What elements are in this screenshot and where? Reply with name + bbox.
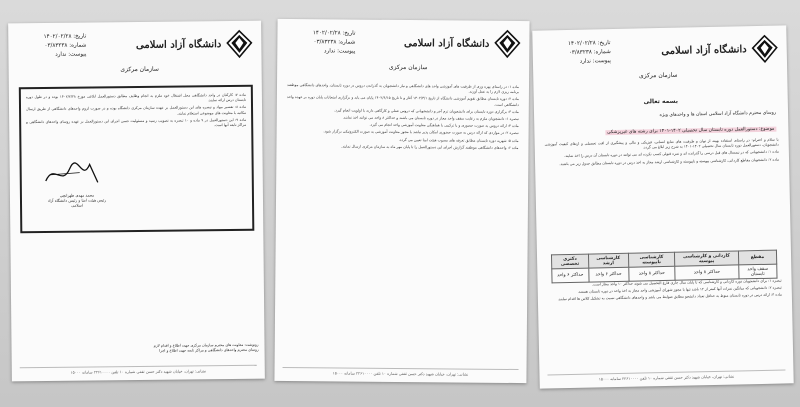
- table-cell: حداکثر ۶ واحد: [552, 268, 589, 283]
- letterhead: [8, 21, 262, 86]
- paragraph: ماده ۱: در راستای بهره وری از ظرفیت های آموزشی واحد های دانشگاهی و نیاز دانشجویان به گذراندن دروس در دوره تابستان، واحدهای دانشگاهی موظفند برنامه ریزی لازم را به عمل آورند.: [286, 82, 520, 95]
- recipient-line: روسای محترم دانشگاه آزاد اسلامی استان ها و واحدهای ویژه: [659, 110, 777, 119]
- letterhead: [277, 19, 530, 83]
- cc-list: [18, 343, 259, 356]
- content-frame: [19, 85, 255, 233]
- university-emblem-icon: [750, 34, 779, 65]
- university-name: دانشگاه آزاد اسلامی: [403, 37, 490, 50]
- attachment-label: پیوست: [338, 48, 356, 55]
- table-cell: حداکثر ۸ واحد: [675, 265, 739, 280]
- signer-title: رئیس هیئت امنا و رئیس دانشگاه آزاد اسلامی: [47, 197, 107, 208]
- table-header: دکتری تخصصی: [551, 254, 588, 269]
- signer-block: [42, 192, 112, 208]
- paragraph: ماده ۴: ارائه دروس به صورت حضوری و یا ترکیبی با هماهنگی معاونت آموزشی واحد انجام می گیرد.: [369, 122, 519, 129]
- paragraph: تبصره ۲: دانشجویانی که میانگین نمرات آنها کمتر از ۱۲ باشد تنها با مجوز شورای آموزشی واحد مجاز به اخذ واحد در دوره تابستان هستند.: [577, 285, 782, 295]
- table-header: کارشناسی ناپیوسته: [628, 252, 675, 267]
- paragraph: ماده ۵: شهریه دوره تابستان مطابق تعرفه های مصوب هیئت امنا تعیین می گردد.: [398, 137, 519, 143]
- paragraph: ماده ۷: کارکنان در واحد دانشگاهی محل اشتغال خود ملزم به انجام وظایف مطابق دستورالعمل ابلاغی مورخ ۱۴۰۲/۲/۲۸ بوده و در طول دوره تابستان درس ارائه نمایند.: [25, 92, 246, 103]
- attachment-label: پیوست: [70, 51, 87, 58]
- attachment-value: ندارد: [579, 58, 591, 65]
- org-unit: سازمان مرکزی: [638, 71, 678, 80]
- attachment-value: ندارد: [55, 51, 67, 58]
- paragraph: ماده ۹: این دستورالعمل در ۹ ماده و ۱۰ تبصره به تصویب رسید و مسئولیت حسن اجرای این دستورالعمل بر عهده روسای واحدهای دانشگاهی و مراکز تابعه آنها است.: [26, 117, 247, 128]
- letter-body-continued: [548, 279, 782, 306]
- org-unit: سازمان مرکزی: [388, 63, 428, 72]
- table-header: کارشناسی ارشد: [588, 253, 628, 268]
- letter-page-3: [8, 21, 265, 382]
- paragraph: ماده ۶: واحدهای دانشگاهی موظفند گزارش اجرای این دستورالعمل را تا پایان مهر ماه به سازمان مرکزی ارسال نمایند.: [341, 144, 519, 150]
- letter-body: [545, 138, 780, 170]
- paragraph: ماده ۲: دوره تابستان مطابق تقویم آموزشی دانشگاه از تاریخ ۱۴۰۲/۴/۱ آغاز و تا تاریخ ۱۴۰۲/۶/۱۵ پایان می یابد و برگزاری امتحانات پایان دوره بر عهده واحد دانشگاهی است.: [286, 95, 519, 107]
- number-label: شماره: [595, 49, 611, 56]
- signature-icon: [39, 152, 109, 193]
- letter-footer: نشانی: تهران، خیابان شهید دکتر حسن ثقفی شماره ۱۰ تلفن ۲۲۶۱۰۰۰۰ سامانه ۱۵۰۰۰: [547, 369, 785, 382]
- university-emblem-icon: [493, 29, 521, 59]
- number-value: ۰۳/۸۳۲۳۸: [568, 49, 592, 56]
- number-label: شماره: [71, 42, 87, 49]
- date-label: تاریخ: [599, 40, 611, 47]
- university-emblem-icon: [225, 29, 253, 59]
- number-label: شماره: [340, 39, 356, 46]
- date-label: تاریخ: [75, 33, 87, 40]
- paragraph: ماده ۲: دانشجویان مقاطع کاردانی، کارشناسی پیوسته و ناپیوسته و کارشناسی ارشد مجاز به اخذ درس در دوره تابستان مطابق جدول زیر می باشند.: [559, 157, 780, 166]
- letter-body: [286, 83, 519, 153]
- letter-meta: تاریخ: ۱۴۰۲/۰۲/۲۸ شماره: ۰۳/۸۳۲۳۸ پیوست: ندارد: [312, 30, 356, 55]
- number-value: ۰۳/۸۳۲۳۸: [44, 42, 68, 49]
- table-cell: سقف واحد تابستان: [738, 264, 777, 279]
- university-name: دانشگاه آزاد اسلامی: [661, 43, 747, 57]
- attachment-label: پیوست: [594, 58, 611, 65]
- university-name: دانشگاه آزاد اسلامی: [135, 38, 222, 51]
- date-value: ۱۴۰۲/۰۲/۲۸: [312, 30, 341, 37]
- org-unit: سازمان مرکزی: [120, 65, 159, 74]
- units-table: [551, 250, 778, 284]
- letter-subtitle: بسمه تعالی: [643, 97, 679, 106]
- signer-name: محمد مهدی طهرانچی: [59, 192, 95, 198]
- table-header: مقطع: [738, 250, 777, 265]
- subject-line: موضوع: دستورالعمل دوره تابستان سال تحصیلی ۱۴۰۲-۱۴۰۱ برای رشته های غیرپزشکی: [607, 126, 775, 136]
- number-value: ۰۳/۸۳۲۳۸: [313, 39, 337, 46]
- letter-meta: تاریخ: ۱۴۰۲/۰۲/۲۸ شماره: ۰۳/۸۳۲۳۸ پیوست: ندارد: [43, 33, 87, 58]
- letterhead: [532, 25, 787, 92]
- paragraph: تبصره ۱: دانشجویان ملزم به رعایت سقف واحد مجاز در دوره تابستان می باشند و حداکثر ۸ واحد می توانند اخذ نمایند.: [342, 115, 519, 122]
- letter-meta: تاریخ: ۱۴۰۲/۰۲/۲۸ شماره: ۰۳/۸۳۲۳۸ پیوست: ندارد: [567, 40, 611, 65]
- date-label: تاریخ: [344, 30, 356, 37]
- table-cell: حداکثر ۶ واحد: [588, 267, 628, 282]
- letter-footer: نشانی: تهران، خیابان شهید دکتر حسن ثقفی شماره ۱۰ تلفن ۲۲۶۱۰۰۰۰ سامانه ۱۵۰۰۰: [282, 367, 518, 377]
- paragraph: ماده ۱: دانشجویانی که در نیمسال های قبل درسی را گذرانده اند و نمره قبولی کسب نکرده اند می توانند در دوره تابستان آن درس را اخذ نمایند.: [564, 149, 779, 159]
- table-header: کاردانی و کارشناسی پیوسته: [675, 251, 739, 266]
- paragraph: تبصره ۲: در مواردی که ارائه درس به صورت حضوری امکان پذیر نباشد با مجوز معاونت آموزشی به صورت الکترونیکی برگزار شود.: [323, 129, 519, 136]
- paragraph: با سلام و احترام: در راستای استفاده بهینه از توان و ظرفیت های منابع انسانی، فیزیکی و مالی و پیشگیری از افت تحصیلی و ارتقای کیفیت آموزشی دانشجویان، دستورالعمل دوره تابستان سال تحصیلی ۱۴۰۲-۱۴۰۱ به شرح زیر ابلاغ می گردد.: [544, 137, 779, 150]
- paragraph: ماده ۳: ارائه درس در دوره تابستان منوط به حداقل تعداد دانشجو مطابق ضوابط می باشد و واحدهای دانشگاهی نسبت به تشکیل کلاس ها اقدام نمایند.: [557, 292, 782, 302]
- letter-page-1: [532, 25, 793, 388]
- cc-line: رونوشت: معاونت های محترم سازمان مرکزی جهت اطلاع و اقدام لازم: [153, 342, 259, 348]
- letter-footer: نشانی: تهران، خیابان شهید دکتر حسن ثقفی شماره ۱۰ تلفن ۲۲۶۱۰۰۰۰ سامانه ۱۵۰۰۰: [20, 365, 257, 375]
- letter-page-2: [274, 19, 529, 383]
- date-value: ۱۴۰۲/۰۲/۲۸: [43, 33, 72, 40]
- date-value: ۱۴۰۲/۰۲/۲۸: [567, 40, 596, 47]
- paragraph: ماده ۳: برگزاری دوره تابستان برای دانشجویان ترم آخر و دانشجویانی که دروس عملی و کارگاهی دارند با اولویت انجام گیرد.: [334, 108, 519, 114]
- paragraph: ماده ۸: تفسیر مواد و تبصره های این دستورالعمل بر عهده سازمان مرکزی دانشگاه بوده و در صورت لزوم واحدهای دانشگاهی از طریق ارسال مکاتبه با معاونت های موضوعی استعلام نمایند.: [26, 105, 247, 116]
- paragraph: تبصره ۱: برای دانشجویان دوره کاردانی و کارشناسی که تا پایان سال جاری فارغ التحصیل می شوند حداکثر ۱۰ واحد مجاز است.: [591, 278, 782, 287]
- letter-body: [26, 93, 246, 133]
- cc-line: روسای محترم واحدهای دانشگاهی و مراکز تابعه جهت اطلاع و اجرا: [159, 347, 259, 353]
- table-cell: حداکثر ۸ واحد: [628, 266, 675, 281]
- attachment-value: ندارد: [324, 48, 336, 55]
